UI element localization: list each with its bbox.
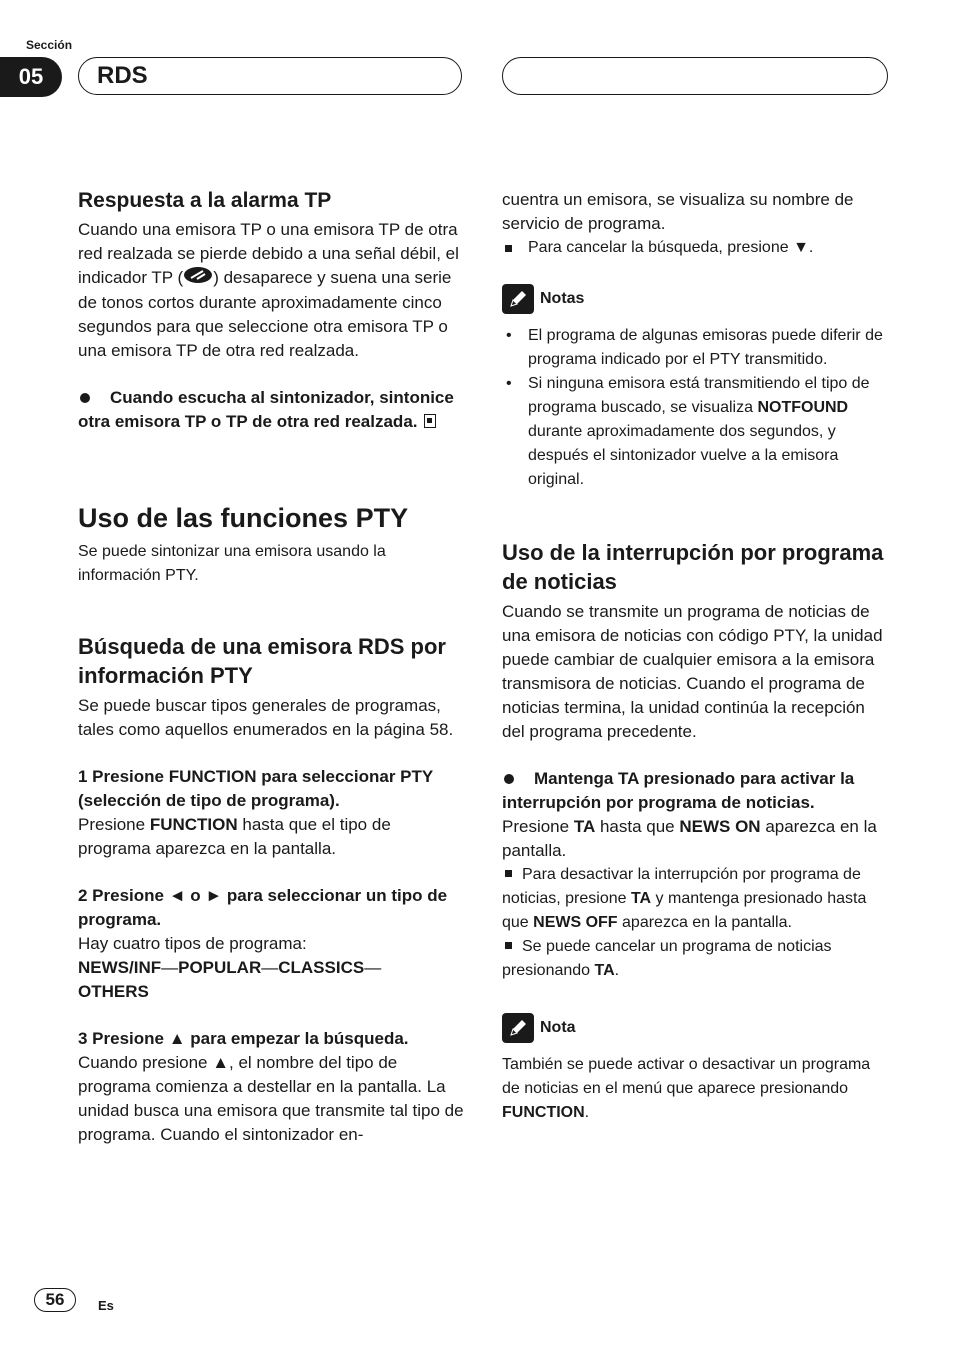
- separator: —: [261, 958, 279, 978]
- ta-body-b: TA: [573, 817, 596, 836]
- nota-body-a: También se puede activar o desactivar un programa de noticias en el menú que aparece presionando: [502, 1056, 871, 1097]
- paragraph-alarma: [78, 218, 466, 363]
- step1-title: 1 Presione FUNCTION para seleccionar PTY (selección de tipo de programa).: [78, 767, 433, 811]
- cancelar-item-b: TA: [594, 962, 615, 979]
- cancel-item: [502, 236, 890, 260]
- page-number: 56: [34, 1288, 76, 1312]
- paragraph-alarma-part1: Cuando una emisora TP o una emisora TP de otra red realzada se pierde debido a una señal débil, el indicador TP (: [78, 220, 459, 287]
- ta-body-e: aparezca en la pantalla.: [502, 817, 877, 860]
- step-ta: [502, 767, 890, 815]
- step1-body: [78, 813, 466, 861]
- header-blank-box: [502, 57, 888, 95]
- ta-body-a: Presione: [502, 817, 574, 836]
- desactivar-item-a: Para desactivar la interrupción por programa de noticias, presione: [502, 866, 861, 907]
- nota-item-1: • El programa de algunas emisoras puede diferir de programa indicado por el PTY transmitido.: [506, 327, 883, 368]
- nota-header: [502, 1013, 890, 1043]
- paragraph-pty: Se puede sintonizar una emisora usando la información PTY.: [78, 543, 386, 585]
- separator: —: [161, 958, 179, 978]
- paragraph-busqueda: Se puede buscar tipos generales de programas, tales como aquellos enumerados en la página 58.: [78, 696, 454, 740]
- ta-body-d: NEWS ON: [679, 817, 761, 836]
- step2-types: [78, 956, 466, 1004]
- step-ta-text: Mantenga TA presionado para activar la interrupción por programa de noticias.: [502, 769, 855, 812]
- cancel-item-text: Para cancelar la búsqueda, presione ▼.: [528, 239, 814, 256]
- program-type-news: NEWS/INF: [78, 958, 162, 978]
- program-type-classics: CLASSICS: [278, 958, 365, 978]
- nota-body-c: .: [584, 1104, 590, 1121]
- step3-body: Cuando presione ▲, el nombre del tipo de programa comienza a destellar en la pantalla. La unidad busca una emisora que transmite tal tipo de programa. Cuando el sintonizador en-: [78, 1053, 464, 1145]
- step-alarma-text: Cuando escucha al sintonizador, sintonice otra emisora TP o TP de otra red realzada.: [78, 388, 454, 432]
- cancelar-item-a: Se puede cancelar un programa de noticias presionando: [502, 938, 832, 979]
- step2-body: Hay cuatro tipos de programa:: [78, 934, 307, 954]
- separator: —: [364, 958, 382, 978]
- left-column: [78, 188, 466, 1147]
- nota-item-1-text: El programa de algunas emisoras puede diferir de programa indicado por el PTY transmitido.: [528, 327, 883, 368]
- square-bullet-icon: [505, 245, 512, 252]
- nota-label: Nota: [540, 1019, 576, 1036]
- paragraph-alarma-part2: ) desaparece y suena una serie de tonos cortos durante aproximadamente cinco segundos para que seleccione otra emisora TP o una emisora TP de otra red realzada.: [78, 268, 452, 361]
- ta-body-c: hasta que: [595, 817, 680, 836]
- language-code: Es: [98, 1298, 114, 1313]
- desactivar-item-d: NEWS OFF: [533, 914, 618, 931]
- program-type-others: OTHERS: [78, 982, 149, 1002]
- nota-item-2: • Si ninguna emisora está transmitiendo el tipo de programa buscado, se visualiza NOTFOUND durante aproximadamente dos segundos, y después el sintonizador vuelve a la emisora original.: [506, 375, 870, 488]
- nota-item-2-c: durante aproximadamente dos segundos, y después el sintonizador vuelve a la emisora original.: [528, 423, 839, 488]
- heading-pty: Uso de las funciones PTY: [78, 503, 409, 534]
- step1-body-a: Presione: [78, 815, 150, 835]
- paragraph-interrupcion: Cuando se transmite un programa de noticias de una emisora de noticias con código PTY, la unidad puede cambiar de cualquier emisora a la emisora transmisora de noticias. Cuando el programa de noticias termina, la unidad continúa la recepción del programa precedente.: [502, 602, 883, 741]
- notas-label: Notas: [540, 290, 585, 307]
- note-pencil-icon: [502, 1013, 534, 1043]
- right-column: [502, 188, 890, 1125]
- end-mark-icon: [424, 414, 436, 428]
- heading-interrupcion: Uso de la interrupción por programa de noticias: [502, 540, 884, 594]
- nota-body: [502, 1053, 890, 1125]
- step1-body-b: FUNCTION: [149, 815, 238, 835]
- cancelar-item-c: .: [614, 962, 620, 979]
- note-pencil-icon: [502, 284, 534, 314]
- bullet-icon: [80, 393, 90, 403]
- square-bullet-icon: [505, 870, 512, 877]
- desactivar-item-c: y mantenga presionado hasta que: [502, 890, 867, 931]
- section-title: RDS: [78, 57, 462, 95]
- bullet-icon: [504, 774, 514, 784]
- section-label: Sección: [26, 38, 73, 52]
- nota-item-2-b: NOTFOUND: [757, 399, 849, 416]
- ta-body: [502, 815, 890, 863]
- section-number: 05: [0, 57, 62, 97]
- desactivar-item-b: TA: [630, 890, 652, 907]
- square-bullet-icon: [505, 942, 512, 949]
- program-type-popular: POPULAR: [178, 958, 262, 978]
- nota-item-2-a: Si ninguna emisora está transmitiendo el tipo de programa buscado, se visualiza: [528, 375, 870, 416]
- paragraph-continuation: cuentra un emisora, se visualiza su nombre de servicio de programa.: [502, 190, 854, 233]
- heading-alarma-tp: Respuesta a la alarma TP: [78, 189, 332, 212]
- desactivar-item: [502, 863, 890, 935]
- desactivar-item-e: aparezca en la pantalla.: [617, 914, 792, 931]
- step1-body-c: hasta que el tipo de programa aparezca en la pantalla.: [78, 815, 391, 859]
- step2-title: 2 Presione ◄ o ► para seleccionar un tipo de programa.: [78, 886, 448, 930]
- step3-title: 3 Presione ▲ para empezar la búsqueda.: [78, 1029, 409, 1049]
- heading-busqueda: Búsqueda de una emisora RDS por información PTY: [78, 634, 446, 689]
- nota-body-b: FUNCTION: [502, 1104, 585, 1121]
- tp-indicator-icon: [183, 266, 213, 291]
- cancelar-item: [502, 935, 890, 983]
- notas-header: [502, 284, 890, 314]
- step-alarma: [78, 386, 466, 434]
